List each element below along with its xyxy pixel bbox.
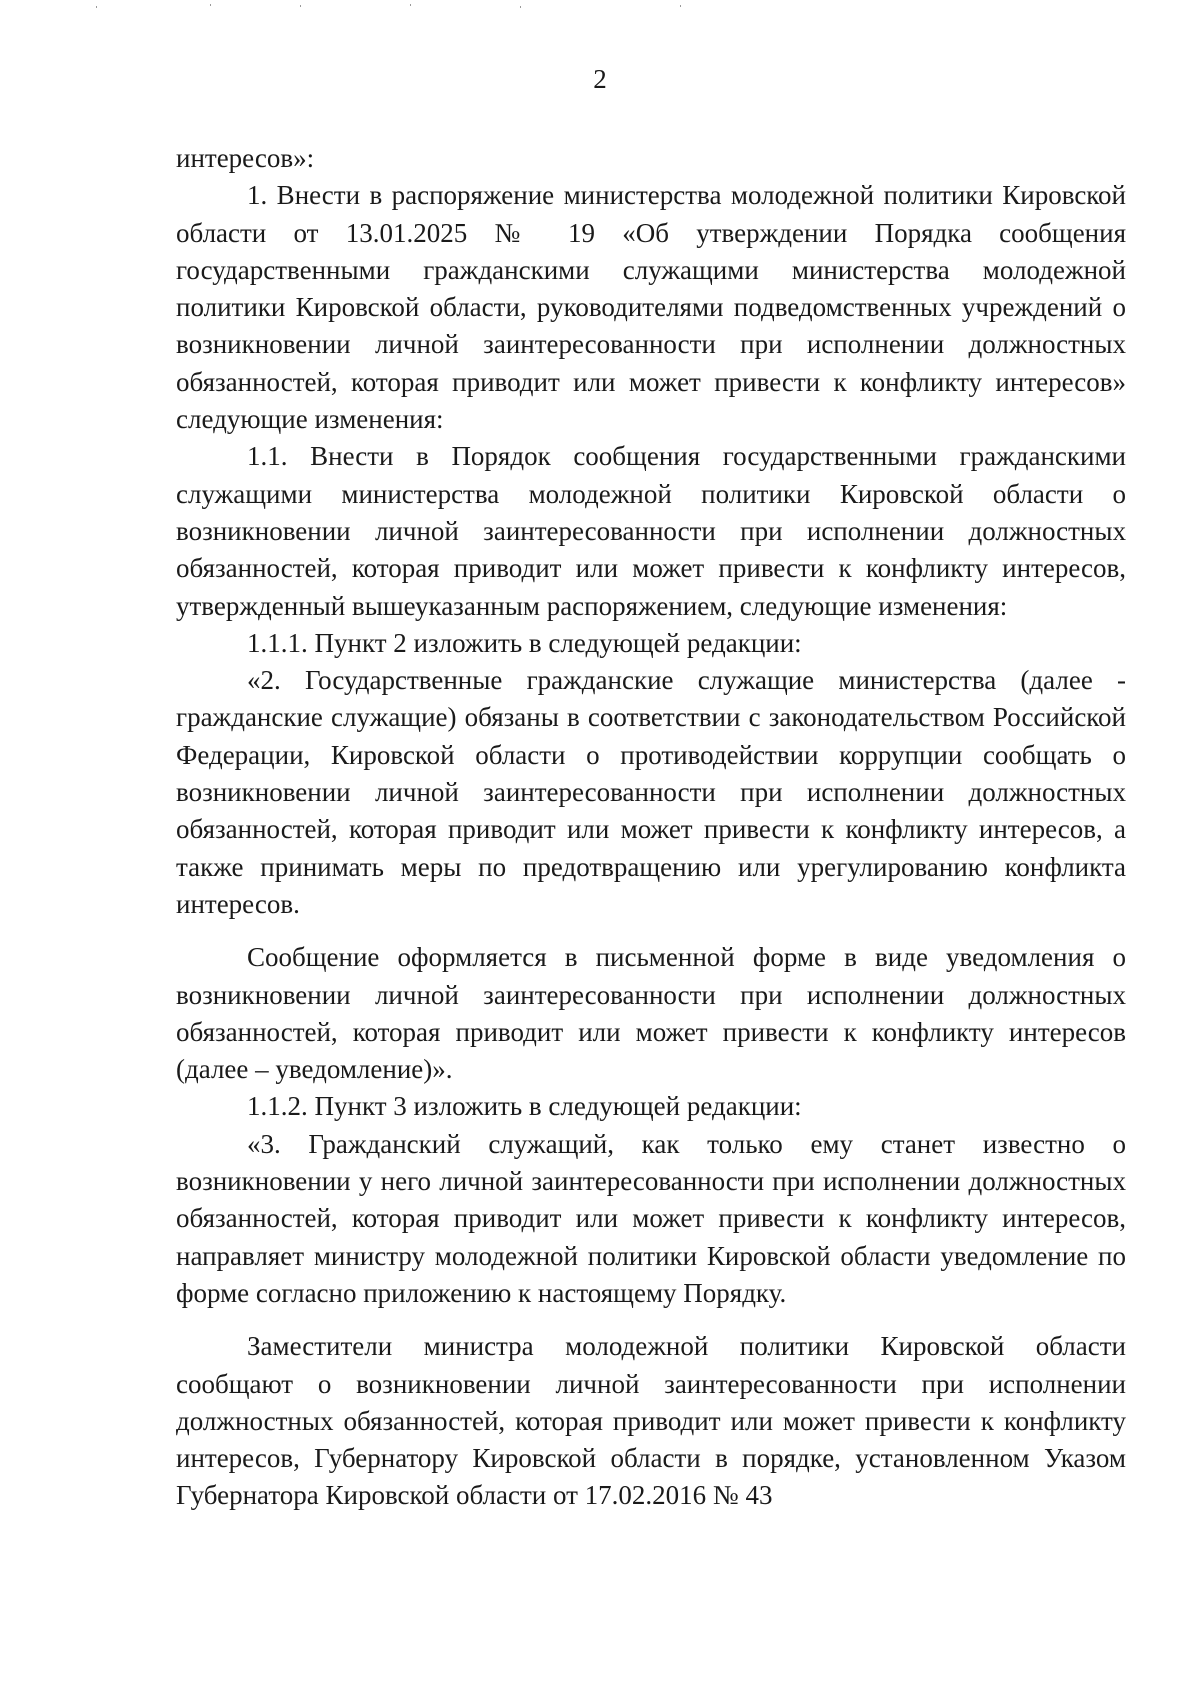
- scan-artifact: [410, 4, 411, 6]
- paragraph-point-2: «2. Государственные гражданские служащие министерства (далее - гражданские служащие) обязаны в соответствии с законодательством Российской Федерации, Кировской области о противодействии коррупции сообщать о возникновении личной заинтересованности при исполнении должностных обязанностей, которая приводит или может привести к конфликту интересов, а также принимать меры по предотвращению или урегулированию конфликта интересов.: [176, 665, 1126, 919]
- scan-artifact: [300, 5, 301, 7]
- document-body: [176, 140, 1126, 1515]
- paragraph-item-1-1-2: 1.1.2. Пункт 3 изложить в следующей редакции:: [247, 1091, 802, 1122]
- paragraph-point-3: «3. Гражданский служащий, как только ему станет известно о возникновении у него личной заинтересованности при исполнении должностных обязанностей, которая приводит или может привести к конфликту интересов, направляет министру молодежной политики Кировской области уведомление по форме согласно приложению к настоящему Порядку.: [176, 1128, 1126, 1308]
- scan-artifact: [680, 5, 681, 7]
- paragraph-point-2-notice: Сообщение оформляется в письменной форме в виде уведомления о возникновении личной заинтересованности при исполнении должностных обязанностей, которая приводит или может привести к конфликту интересов (далее – уведомление)».: [176, 942, 1126, 1085]
- paragraph-point-3-deputies: Заместители министра молодежной политики Кировской области сообщают о возникновении личной заинтересованности при исполнении должностных обязанностей, которая приводит или может привести к конфликту интересов, Губернатору Кировской области в порядке, установленном Указом Губернатора Кировской области от 17.02.2016 № 43: [176, 1331, 1126, 1511]
- scan-artifact: [210, 4, 211, 6]
- paragraph-item-1-1-1: 1.1.1. Пункт 2 изложить в следующей редакции:: [247, 627, 802, 658]
- page-number: 2: [593, 64, 607, 94]
- scan-artifact: [96, 6, 97, 8]
- paragraph-item-1-1: 1.1. Внести в Порядок сообщения государственными гражданскими служащими министерства молодежной политики Кировской области о возникновении личной заинтересованности при исполнении должностных обязанностей, которая приводит или может привести к конфликту интересов, утвержденный вышеуказанным распоряжением, следующие изменения:: [176, 441, 1126, 621]
- paragraph-item-1: 1. Внести в распоряжение министерства молодежной политики Кировской области от 13.01.2025 № 19 «Об утверждении Порядка сообщения государственными гражданскими служащими министерства молодежной политики Кировской области, руководителями подведомственных учреждений о возникновении личной заинтересованности при исполнении должностных обязанностей, которая приводит или может привести к конфликту интересов» следующие изменения:: [176, 180, 1126, 435]
- paragraph-continuation: интересов»:: [176, 143, 315, 173]
- scan-artifact: [520, 6, 521, 8]
